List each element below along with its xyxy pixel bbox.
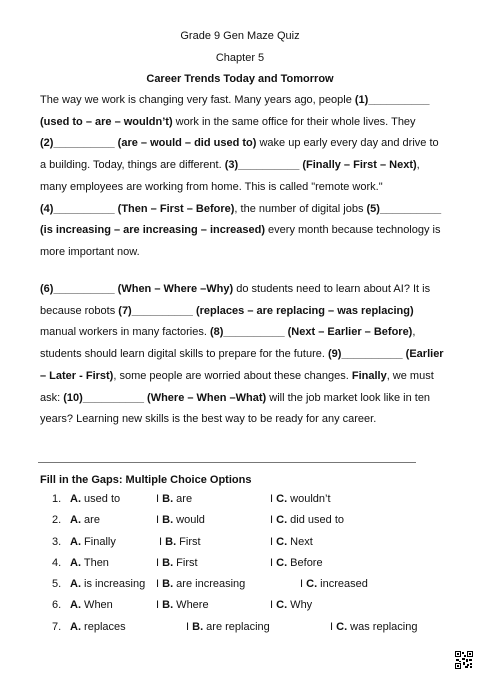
passage-title: Career Trends Today and Tomorrow [146, 73, 334, 85]
gap-item: (1)__________ (used to – are – wouldn’t) [40, 94, 430, 128]
gap-item: (9)__________ (Earlier – Later - First) [40, 348, 444, 382]
chapter-label: Chapter 5 [215, 52, 265, 64]
option-a: A. are [70, 514, 100, 527]
option-b: I B. are replacing [186, 620, 270, 633]
option-a: A. replaces [70, 620, 126, 633]
option-number: 2. [52, 514, 62, 527]
passage-text: every month because technology is more important now. [40, 224, 441, 258]
option-row [52, 557, 462, 578]
option-b: I B. Where [156, 599, 209, 612]
gap-item: Finally [351, 369, 387, 382]
passage-text: do students need to learn about AI? It is because robots [40, 283, 431, 317]
passage-text: work in the same office for their whole lives. They [172, 115, 416, 128]
quiz-name: Grade 9 Gen Maze Quiz [180, 30, 300, 42]
option-row [52, 493, 462, 514]
option-row [52, 536, 462, 557]
option-number: 1. [52, 493, 62, 505]
option-c: I C. was replacing [330, 620, 418, 633]
option-b: I B. First [159, 535, 201, 548]
passage-text: will the job market look like in ten years? Learning new skills is the best way to be ready for any career. [40, 391, 431, 426]
gap-item: (5)__________ (is increasing – are increasing – increased) [40, 202, 442, 237]
option-row [52, 578, 462, 599]
option-c: I C. increased [300, 578, 368, 591]
option-a: A. Finally [70, 535, 116, 548]
option-a: A. When [70, 599, 113, 612]
gap-item: (2)__________ (are – would – did used to) [40, 137, 257, 150]
option-c: I C. Next [270, 535, 313, 548]
option-number: 5. [52, 578, 62, 591]
option-row [52, 514, 462, 535]
option-a: A. Then [70, 556, 109, 569]
passage-text: wake up early every day and drive to a building. Today, things are different. [40, 137, 439, 172]
gap-item: (8)__________ (Next – Earlier – Before) [209, 326, 413, 339]
section-divider [38, 462, 416, 463]
option-row [52, 621, 462, 642]
gap-item: (4)__________ (Then – First – Before) [40, 202, 235, 215]
option-number: 3. [52, 535, 62, 548]
passage-text: , some people are worried about these changes. [113, 369, 352, 382]
option-number: 7. [52, 620, 62, 633]
option-number: 6. [52, 599, 62, 612]
passage-text: , the number of digital jobs [234, 202, 367, 215]
passage-text: , many employees are working from home. This is called "remote work." [40, 159, 420, 193]
option-row [52, 599, 462, 620]
qr-code-icon [455, 651, 473, 669]
option-a: A. is increasing [70, 578, 146, 591]
passage-text: manual workers in many factories. [40, 326, 210, 339]
option-b: I B. are [156, 493, 193, 505]
option-c: I C. Why [270, 599, 313, 612]
options-list [52, 493, 462, 642]
passage-paragraph-2 [40, 279, 445, 431]
option-c: I C. wouldn’t [270, 493, 331, 505]
passage-text: , students should learn digital skills to prepare for the future. [40, 326, 416, 361]
option-c: I C. Before [270, 556, 323, 569]
option-c: I C. did used to [270, 514, 344, 527]
option-a: A. used to [70, 493, 121, 505]
passage-paragraph-1 [40, 90, 445, 264]
passage-text: The way we work is changing very fast. Many years ago, people [40, 94, 355, 106]
option-b: I B. would [156, 514, 205, 527]
option-b: I B. are increasing [156, 578, 246, 591]
option-b: I B. First [156, 556, 198, 569]
option-number: 4. [52, 556, 62, 569]
gap-item: (10)__________ (Where – When –What) [63, 391, 267, 404]
passage-text: , we must ask: [40, 369, 434, 404]
section-title: Fill in the Gaps: Multiple Choice Options [40, 474, 252, 486]
gap-item: (6)__________ (When – Where –Why) [40, 283, 234, 295]
gap-item: (3)__________ (Finally – First – Next) [224, 159, 417, 172]
gap-item: (7)__________ (replaces – are replacing – was replacing) [118, 304, 414, 317]
